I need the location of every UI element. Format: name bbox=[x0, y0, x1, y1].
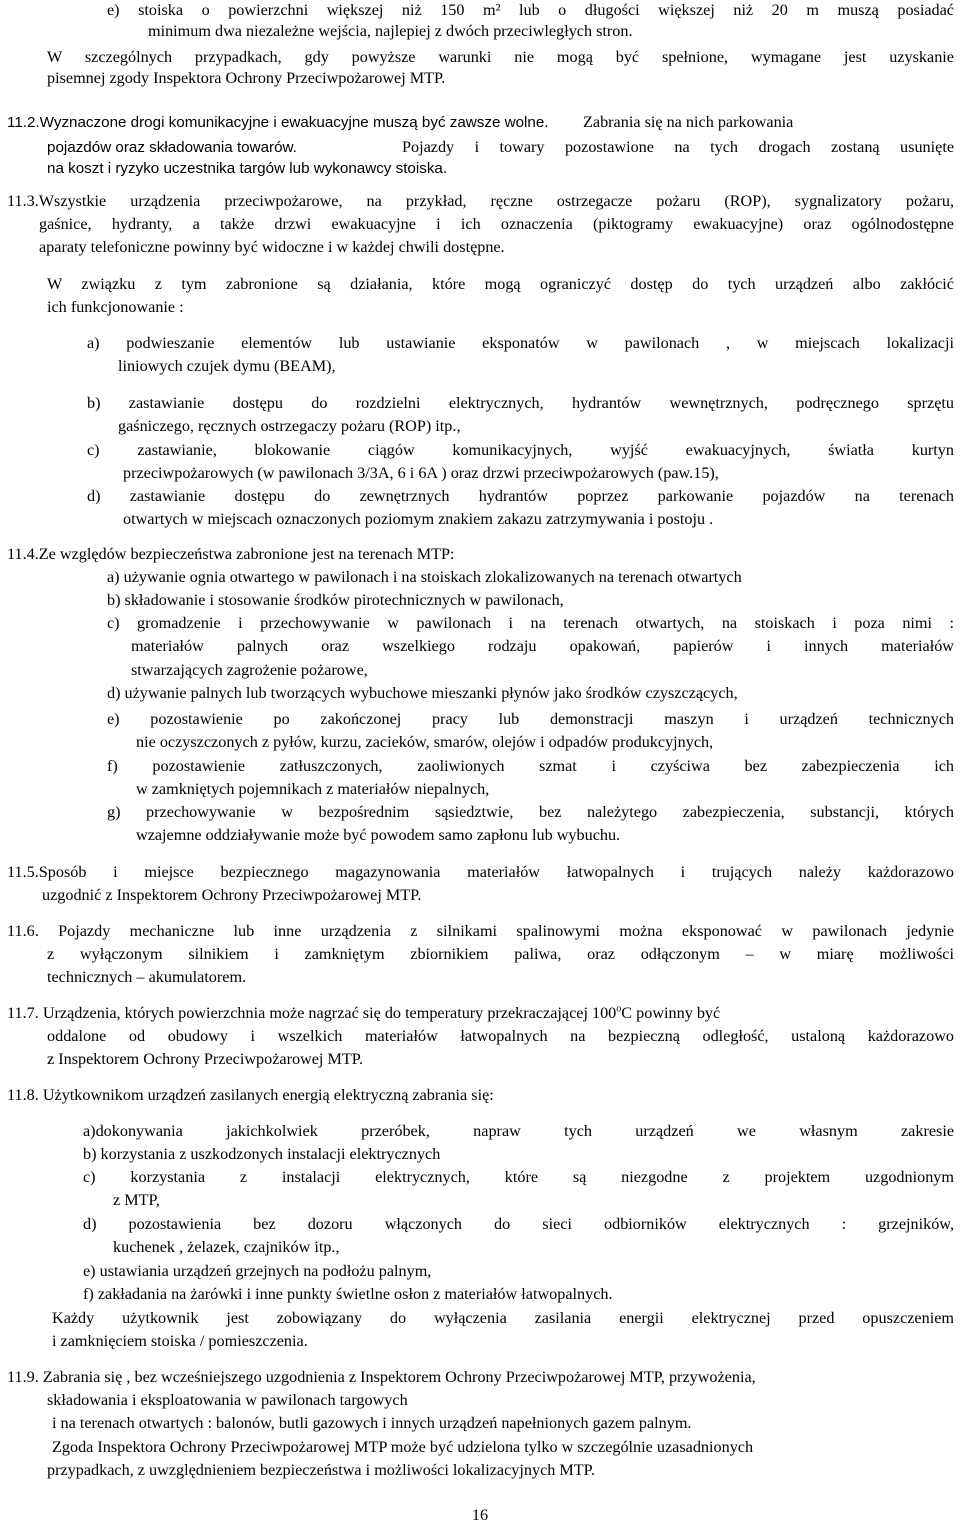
text-line: technicznych – akumulatorem. bbox=[47, 968, 247, 986]
list-item: g) przechowywanie w bezpośrednim sąsiedztwie, bez należytego zabezpieczenia, substancji, których bbox=[107, 803, 954, 821]
text-line: pisemnej zgody Inspektora Ochrony Przeciwpożarowej MTP. bbox=[47, 69, 446, 87]
list-item: b) zastawianie dostępu do rozdzielni elektrycznych, hydrantów wewnętrznych, podręcznego sprzętu bbox=[87, 394, 954, 412]
list-item: c) gromadzenie i przechowywanie w pawilonach i na terenach otwartych, na stoiskach i poza nimi : bbox=[107, 614, 954, 632]
text-line: nie oczyszczonych z pyłów, kurzu, zacieków, smarów, olejów i odpadów produkcyjnych, bbox=[136, 733, 714, 751]
text-line: aparaty telefoniczne powinny być widoczne i w każdej chwili dostępne. bbox=[39, 238, 505, 256]
text-line: pojazdów oraz składowania towarów. bbox=[47, 139, 297, 156]
text-line: Zabrania się na nich parkowania bbox=[583, 113, 794, 131]
list-item: a) podwieszanie elementów lub ustawianie eksponatów w pawilonach , w miejscach lokalizacji bbox=[87, 334, 954, 352]
list-item: d) pozostawienia bez dozoru włączonych do sieci odbiorników elektrycznych : grzejników, bbox=[83, 1215, 954, 1233]
text-line: Zgoda Inspektora Ochrony Przeciwpożarowej MTP może być udzielona tylko w szczególnie uzasadnionych bbox=[52, 1438, 754, 1456]
text-line: na koszt i ryzyko uczestnika targów lub wykonawcy stoiska. bbox=[47, 160, 448, 177]
list-item: f) zakładania na żarówki i inne punkty świetlne osłon z materiałów łatwopalnych. bbox=[83, 1285, 613, 1303]
text-span: 11.7. Urządzenia, których powierzchnia może nagrzać się do temperatury przekraczającej 100 bbox=[7, 1004, 617, 1022]
text-line: minimum dwa niezależne wejścia, najlepiej z dwóch przeciwległych stron. bbox=[148, 22, 633, 40]
text-line: z wyłączonym silnikiem i zamkniętym zbiornikiem paliwa, oraz odłączonym – w miarę możliwości bbox=[47, 945, 954, 963]
page-number: 16 bbox=[471, 1506, 489, 1524]
text-line: składowania i eksploatowania w pawilonach targowych bbox=[47, 1391, 408, 1409]
text-line: przeciwpożarowych (w pawilonach 3/3A, 6 i 6A ) oraz drzwi przeciwpożarowych (paw.15), bbox=[123, 464, 719, 482]
text-line: oddalone od obudowy i wszelkich materiałów łatwopalnych na bezpieczną odległość, ustaloną każdorazowo bbox=[47, 1027, 954, 1045]
text-line: W związku z tym zabronione są działania, które mogą ograniczyć dostęp do tych urządzeń albo zakłócić bbox=[47, 275, 954, 293]
text-line: 11.2.Wyznaczone drogi komunikacyjne i ewakuacyjne muszą być zawsze wolne. bbox=[7, 114, 549, 131]
text-line: stwarzających zagrożenie pożarowe, bbox=[131, 661, 368, 679]
text-line: 11.6. Pojazdy mechaniczne lub inne urządzenia z silnikami spalinowymi można eksponować w pawilonach jedynie bbox=[7, 922, 954, 940]
text-line: 11.5.Sposób i miejsce bezpiecznego magazynowania materiałów łatwopalnych i trujących należy każdorazowo bbox=[7, 863, 954, 881]
text-line: z MTP, bbox=[113, 1191, 160, 1209]
list-item: e) ustawiania urządzeń grzejnych na podłożu palnym, bbox=[83, 1262, 432, 1280]
text-line: 11.8. Użytkownikom urządzeń zasilanych energią elektryczną zabrania się: bbox=[7, 1086, 494, 1104]
text-line: Każdy użytkownik jest zobowiązany do wyłączenia zasilania energii elektrycznej przed opuszczeniem bbox=[52, 1309, 954, 1327]
text-line bbox=[7, 1003, 954, 1023]
text-line: materiałów palnych oraz wszelkiego rodzaju opakowań, papierów i innych materiałów bbox=[131, 637, 954, 655]
text-line: ich funkcjonowanie : bbox=[47, 298, 184, 316]
text-line: e) stoiska o powierzchni większej niż 150 m² lub o długości większej niż 20 m muszą posiadać bbox=[107, 1, 954, 19]
text-line: i na terenach otwartych : balonów, butli gazowych i innych urządzeń napełnionych gazem palnym. bbox=[52, 1414, 692, 1432]
list-item: c) korzystania z instalacji elektrycznych, które są niezgodne z projektem uzgodnionym bbox=[83, 1168, 954, 1186]
text-line: 11.3.Wszystkie urządzenia przeciwpożarowe, na przykład, ręczne ostrzegacze pożaru (ROP), sygnalizatory pożaru, bbox=[7, 192, 954, 210]
text-line: z Inspektorem Ochrony Przeciwpożarowej MTP. bbox=[47, 1050, 364, 1068]
text-span: C powinny być bbox=[621, 1004, 721, 1022]
list-item: b) korzystania z uszkodzonych instalacji elektrycznych bbox=[83, 1145, 441, 1163]
text-line: liniowych czujek dymu (BEAM), bbox=[118, 357, 336, 375]
list-item: a)dokonywania jakichkolwiek przeróbek, napraw tych urządzeń we własnym zakresie bbox=[83, 1122, 954, 1140]
text-line: wzajemne oddziaływanie może być powodem samo zapłonu lub wybuchu. bbox=[136, 826, 621, 844]
text-line: w zamkniętych pojemnikach z materiałów niepalnych, bbox=[136, 780, 490, 798]
text-line: 11.4.Ze względów bezpieczeństwa zabronione jest na terenach MTP: bbox=[7, 545, 455, 563]
text-line: uzgodnić z Inspektorem Ochrony Przeciwpożarowej MTP. bbox=[42, 886, 422, 904]
list-item: a) używanie ognia otwartego w pawilonach i na stoiskach zlokalizowanych na terenach otwartych bbox=[107, 568, 742, 586]
text-line: otwartych w miejscach oznaczonych poziomym znakiem zakazu zatrzymywania i postoju . bbox=[123, 510, 714, 528]
list-item: d) zastawianie dostępu do zewnętrznych hydrantów poprzez parkowanie pojazdów na terenach bbox=[87, 487, 954, 505]
text-line: 11.9. Zabrania się , bez wcześniejszego uzgodnienia z Inspektorem Ochrony Przeciwpożarowej MTP, przywożenia, bbox=[7, 1368, 756, 1386]
text-line: gaśnice, hydranty, a także drzwi ewakuacyjne i ich oznaczenia (piktogramy ewakuacyjne) oraz ogólnodostępne bbox=[39, 215, 954, 233]
list-item: c) zastawianie, blokowanie ciągów komunikacyjnych, wyjść ewakuacyjnych, światła kurtyn bbox=[87, 441, 954, 459]
list-item: d) używanie palnych lub tworzących wybuchowe mieszanki płynów jako środków czyszczących, bbox=[107, 684, 738, 702]
list-item: e) pozostawienie po zakończonej pracy lub demonstracji maszyn i urządzeń technicznych bbox=[107, 710, 954, 728]
list-item: f) pozostawienie zatłuszczonych, zaoliwionych szmat i czyściwa bez zabezpieczenia ich bbox=[107, 757, 954, 775]
text-line: przypadkach, z uwzględnieniem bezpieczeństwa i możliwości lokalizacyjnych MTP. bbox=[47, 1461, 595, 1479]
text-line: i zamknięciem stoiska / pomieszczenia. bbox=[52, 1332, 308, 1350]
text-line: Pojazdy i towary pozostawione na tych drogach zostaną usunięte bbox=[402, 138, 954, 156]
text-line: W szczególnych przypadkach, gdy powyższe warunki nie mogą być spełnione, wymagane jest uzyskanie bbox=[47, 48, 954, 66]
degree-superscript: o bbox=[616, 1003, 622, 1015]
text-line: kuchenek , żelazek, czajników itp., bbox=[113, 1238, 340, 1256]
text-line: gaśniczego, ręcznych ostrzegaczy pożaru (ROP) itp., bbox=[118, 417, 461, 435]
list-item: b) składowanie i stosowanie środków pirotechnicznych w pawilonach, bbox=[107, 591, 564, 609]
